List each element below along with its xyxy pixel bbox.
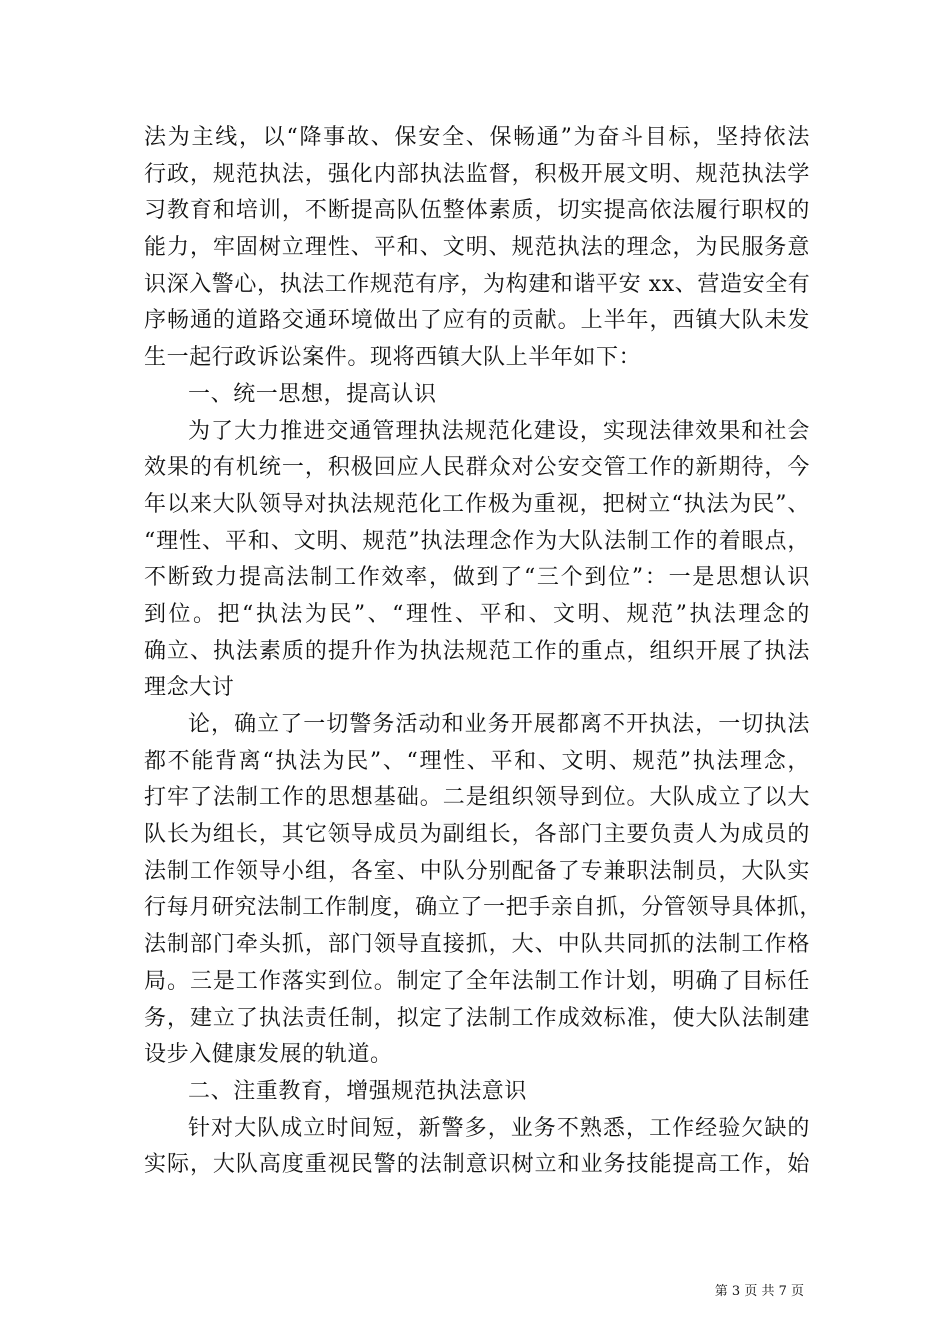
text-line: 论，确立了一切警务活动和业务开展都离不开执法，一切执法 [188,712,810,737]
document-body [144,120,823,1184]
text-line: 队长为组长，其它领导成员为副组长，各部门主要负责人为成员的 [144,822,810,848]
text-line: 针对大队成立时间短，新警多，业务不熟悉，工作经验欠缺的 [188,1115,810,1141]
text-line: 务，建立了执法责任制，拟定了法制工作成效标准，使大队法制建 [144,1005,810,1031]
page-number: 第 3 页 共 7 页 [714,1284,804,1299]
text-line: 理念大讨 [144,675,235,701]
section-heading: 二、注重教育，增强规范执法意识 [188,1078,528,1104]
text-line: 不断致力提高法制工作效率，做到了“三个到位”：一是思想认识 [144,565,810,591]
text-line: 法制工作领导小组，各室、中队分别配备了专兼职法制员，大队实 [144,858,810,884]
text-line: 到位。把“执法为民”、“理性、平和、文明、规范”执法理念的 [144,601,810,627]
text-line: 识深入警心，执法工作规范有序，为构建和谐平安 xx、营造安全有 [144,271,811,297]
text-line: 都不能背离“执法为民”、“理性、平和、文明、规范”执法理念， [144,748,810,774]
section-heading: 一、统一思想，提高认识 [188,381,437,407]
text-line: 效果的有机统一，积极回应人民群众对公安交管工作的新期待，今 [144,455,810,481]
text-line: 年以来大队领导对执法规范化工作极为重视，把树立“执法为民”、 [144,491,810,517]
text-line: 生一起行政诉讼案件。现将西镇大队上半年如下： [144,345,642,371]
text-line: 打牢了法制工作的思想基础。二是组织领导到位。大队成立了以大 [144,785,810,811]
text-line: 实际，大队高度重视民警的法制意识树立和业务技能提高工作，始 [144,1152,810,1178]
text-line: 法为主线，以“降事故、保安全、保畅通”为奋斗目标，坚持依法 [144,125,810,150]
text-line: 设步入健康发展的轨道。 [144,1042,393,1068]
text-line: 确立、执法素质的提升作为执法规范工作的重点，组织开展了执法 [144,638,810,664]
text-line: 习教育和培训，不断提高队伍整体素质，切实提高依法履行职权的 [144,198,810,224]
text-line: 能力，牢固树立理性、平和、文明、规范执法的理念，为民服务意 [144,235,810,261]
text-line: 法制部门牵头抓，部门领导直接抓，大、中队共同抓的法制工作格 [144,932,810,958]
text-line: 行政，规范执法，强化内部执法监督，积极开展文明、规范执法学 [144,161,810,187]
text-line: 序畅通的道路交通环境做出了应有的贡献。上半年，西镇大队未发 [144,308,810,334]
text-line: “理性、平和、文明、规范”执法理念作为大队法制工作的着眼点， [144,528,810,554]
text-line: 为了大力推进交通管理执法规范化建设，实现法律效果和社会 [188,418,810,444]
text-line: 行每月研究法制工作制度，确立了一把手亲自抓，分管领导具体抓， [144,895,823,921]
text-line: 局。三是工作落实到位。制定了全年法制工作计划，明确了目标任 [144,968,810,994]
